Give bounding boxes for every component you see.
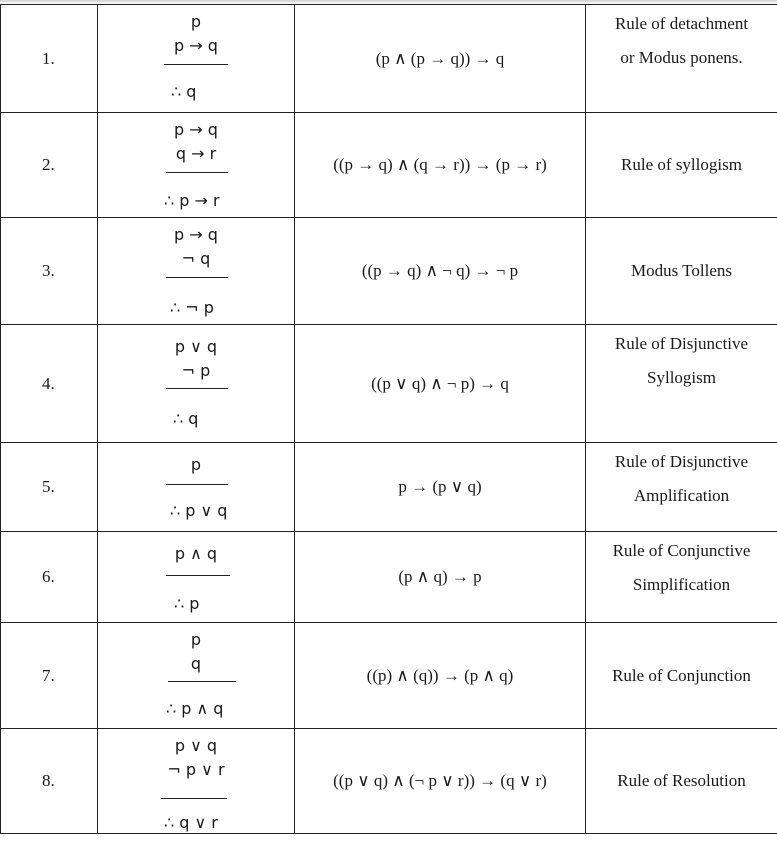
- conclusion: ∴ p ∨ q: [170, 501, 228, 520]
- rule-number: 2.: [1, 113, 98, 218]
- rule-name-line: Modus Tollens: [631, 261, 732, 280]
- premise: p: [190, 12, 202, 31]
- inference-bar: [166, 484, 228, 485]
- premise: q: [190, 654, 202, 673]
- argument-form: [98, 218, 295, 325]
- rule-name-line: Rule of Resolution: [617, 771, 746, 790]
- inference-bar: [168, 681, 236, 682]
- inference-rules-table: [0, 4, 777, 834]
- inference-bar: [164, 64, 228, 65]
- rule-name-line: Syllogism: [647, 368, 716, 387]
- premises: [98, 628, 294, 676]
- tautology-formula: ((p ∨ q) ∧ (¬ p ∨ r)) → (q ∨ r): [295, 729, 586, 834]
- conclusion: ∴ p: [174, 594, 200, 613]
- rule-name-line: or Modus ponens.: [620, 48, 743, 67]
- rule-name: [586, 325, 777, 443]
- conclusion: ∴ q ∨ r: [164, 813, 218, 832]
- conclusion: ∴ ¬ p: [170, 298, 214, 317]
- premise: ¬ p: [181, 361, 211, 380]
- inference-bar: [166, 172, 228, 173]
- tautology-formula: ((p → q) ∧ (q → r)) → (p → r): [295, 113, 586, 218]
- tautology-formula: ((p) ∧ (q)) → (p ∧ q): [295, 623, 586, 729]
- rule-name-line: Rule of Disjunctive: [614, 334, 749, 353]
- tautology-formula: (p ∧ (p → q)) → q: [295, 5, 586, 113]
- rule-name: [586, 443, 777, 532]
- rule-row: [1, 325, 777, 443]
- rule-row: [1, 5, 777, 113]
- conclusion: ∴ p → r: [164, 191, 220, 210]
- rule-name-line: Rule of Conjunctive: [612, 541, 751, 560]
- rule-row: [1, 443, 777, 532]
- rule-name-line: Rule of Conjunction: [612, 665, 751, 685]
- argument-form: [98, 5, 295, 113]
- inference-bar: [166, 388, 228, 389]
- rule-row: [1, 623, 777, 729]
- rule-number: 7.: [1, 623, 98, 729]
- premise: p ∨ q: [174, 736, 218, 755]
- argument-form: [98, 325, 295, 443]
- rule-row: [1, 218, 777, 325]
- premise: ¬ p ∨ r: [167, 760, 225, 779]
- rule-row: [1, 113, 777, 218]
- premise: q → r: [175, 144, 217, 163]
- tautology-formula: (p ∧ q) → p: [295, 532, 586, 623]
- premise: p → q: [174, 225, 218, 244]
- premise: p → q: [174, 36, 218, 55]
- inference-bar: [166, 277, 228, 278]
- rule-name: [586, 218, 777, 325]
- rule-name-line: Rule of syllogism: [621, 155, 742, 174]
- argument-form: [98, 729, 295, 834]
- rule-number: 4.: [1, 325, 98, 443]
- rule-name-line: Simplification: [632, 575, 731, 594]
- premise: p → q: [174, 120, 218, 139]
- argument-form: [98, 532, 295, 623]
- inference-bar: [166, 575, 230, 576]
- premise: p ∧ q: [174, 544, 218, 563]
- premises: [98, 453, 294, 477]
- rule-name: [586, 729, 777, 834]
- rule-row: [1, 729, 777, 834]
- rule-number: 8.: [1, 729, 98, 834]
- rule-name: [586, 532, 777, 623]
- premises: [98, 335, 294, 383]
- rule-name: [586, 623, 777, 729]
- rule-number: 1.: [1, 5, 98, 113]
- rule-number: 3.: [1, 218, 98, 325]
- tautology-formula: ((p ∨ q) ∧ ¬ p) → q: [295, 325, 586, 443]
- argument-form: [98, 443, 295, 532]
- rule-name-line: Amplification: [633, 486, 730, 505]
- premises: [98, 10, 294, 58]
- inference-bar: [161, 798, 227, 799]
- argument-form: [98, 113, 295, 218]
- premise: ¬ q: [181, 249, 211, 268]
- rule-number: 6.: [1, 532, 98, 623]
- premise: p: [190, 455, 202, 474]
- conclusion: ∴ q: [173, 409, 199, 428]
- rule-name-line: Rule of detachment: [614, 14, 749, 33]
- premise: p: [190, 630, 202, 649]
- argument-form: [98, 623, 295, 729]
- rule-name: [586, 113, 777, 218]
- rule-row: [1, 532, 777, 623]
- premises: [98, 118, 294, 166]
- premises: [98, 542, 294, 566]
- conclusion: ∴ p ∧ q: [166, 699, 224, 718]
- rule-name-line: Rule of Disjunctive: [614, 452, 749, 471]
- premises: [98, 734, 294, 782]
- tautology-formula: ((p → q) ∧ ¬ q) → ¬ p: [295, 218, 586, 325]
- premises: [98, 223, 294, 271]
- rule-number: 5.: [1, 443, 98, 532]
- premise: p ∨ q: [174, 337, 218, 356]
- rule-name: [586, 5, 777, 113]
- conclusion: ∴ q: [171, 82, 197, 101]
- tautology-formula: p → (p ∨ q): [295, 443, 586, 532]
